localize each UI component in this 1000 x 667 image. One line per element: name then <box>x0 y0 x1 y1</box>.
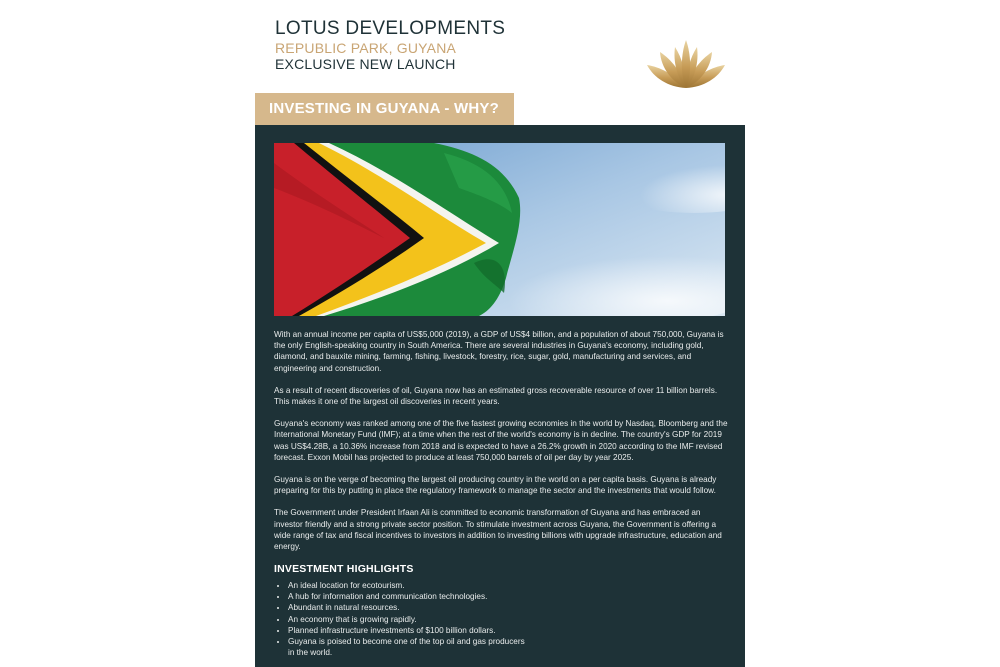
paragraph: As a result of recent discoveries of oil, Guyana now has an estimated gross recoverable resource of over 11 billion barrels. This makes it one of the largest oil discoveries in recent years. <box>274 385 718 407</box>
paragraph: With an annual income per capita of US$5,000 (2019), a GDP of US$4 billion, and a population of about 750,000, Guyana is the only English-speaking country in South America. There are several industries in Guyana's economy, including gold, diamond, and bauxite mining, farming, fishing, livestock, forestry, rice, sugar, gold, manufacturing and services, and engineering and construction. <box>274 330 724 373</box>
guyana-flag-photo <box>274 143 725 316</box>
paragraph: Guyana is on the verge of becoming the largest oil producing country in the world on a per capita basis. Guyana is already preparing for this by putting in place the regulatory framework to manage the sector and the investments that would follow. <box>274 475 717 496</box>
list-item: • Abundant in natural resources. <box>288 602 528 613</box>
brand-name: LOTUS DEVELOPMENTS <box>275 18 506 39</box>
list-item: • Planned infrastructure investments of $100 billion dollars. <box>288 625 528 636</box>
list-item: • A hub for information and communication technologies. <box>288 591 528 602</box>
list-item: • An ideal location for ecotourism. <box>288 580 528 591</box>
lotus-icon <box>646 38 726 92</box>
project-location: REPUBLIC PARK, GUYANA <box>275 40 457 56</box>
list-item: • Guyana is poised to become one of the top oil and gas producers in the world. <box>288 636 528 658</box>
highlights-list <box>274 580 528 658</box>
paragraph: The Government under President Irfaan Ali is committed to economic transformation of Guyana and has embraced an investor friendly and a strong private sector position. To stimulate investment across Guyana, the Government is offering a wide range of tax and fiscal incentives to investors in addition to investing billions with upgrade infrastructure, education and energy. <box>274 508 722 552</box>
launch-tagline: EXCLUSIVE NEW LAUNCH <box>275 56 456 72</box>
section-title: INVESTING IN GUYANA - WHY? <box>255 93 514 125</box>
flag-icon <box>274 143 725 316</box>
header <box>275 18 505 73</box>
paragraph: Guyana's economy was ranked among one of the five fastest growing economies in the world by Nasdaq, Bloomberg and the International Monetary Fund (IMF); at a time when the rest of the world's economy is in decline. The country's GDP for 2019 was US$4.28B, a 10.36% increase from 2018 and is expected to have a 26.2% growth in 2020 according to the IMF revised forecast. Exxon Mobil has projected to produce at least 750,000 barrels of oil per day by year 2025. <box>274 419 728 462</box>
highlights-title: INVESTMENT HIGHLIGHTS <box>274 563 414 575</box>
body-text <box>274 329 729 563</box>
list-item: • An economy that is growing rapidly. <box>288 614 528 625</box>
content-panel <box>255 125 745 667</box>
